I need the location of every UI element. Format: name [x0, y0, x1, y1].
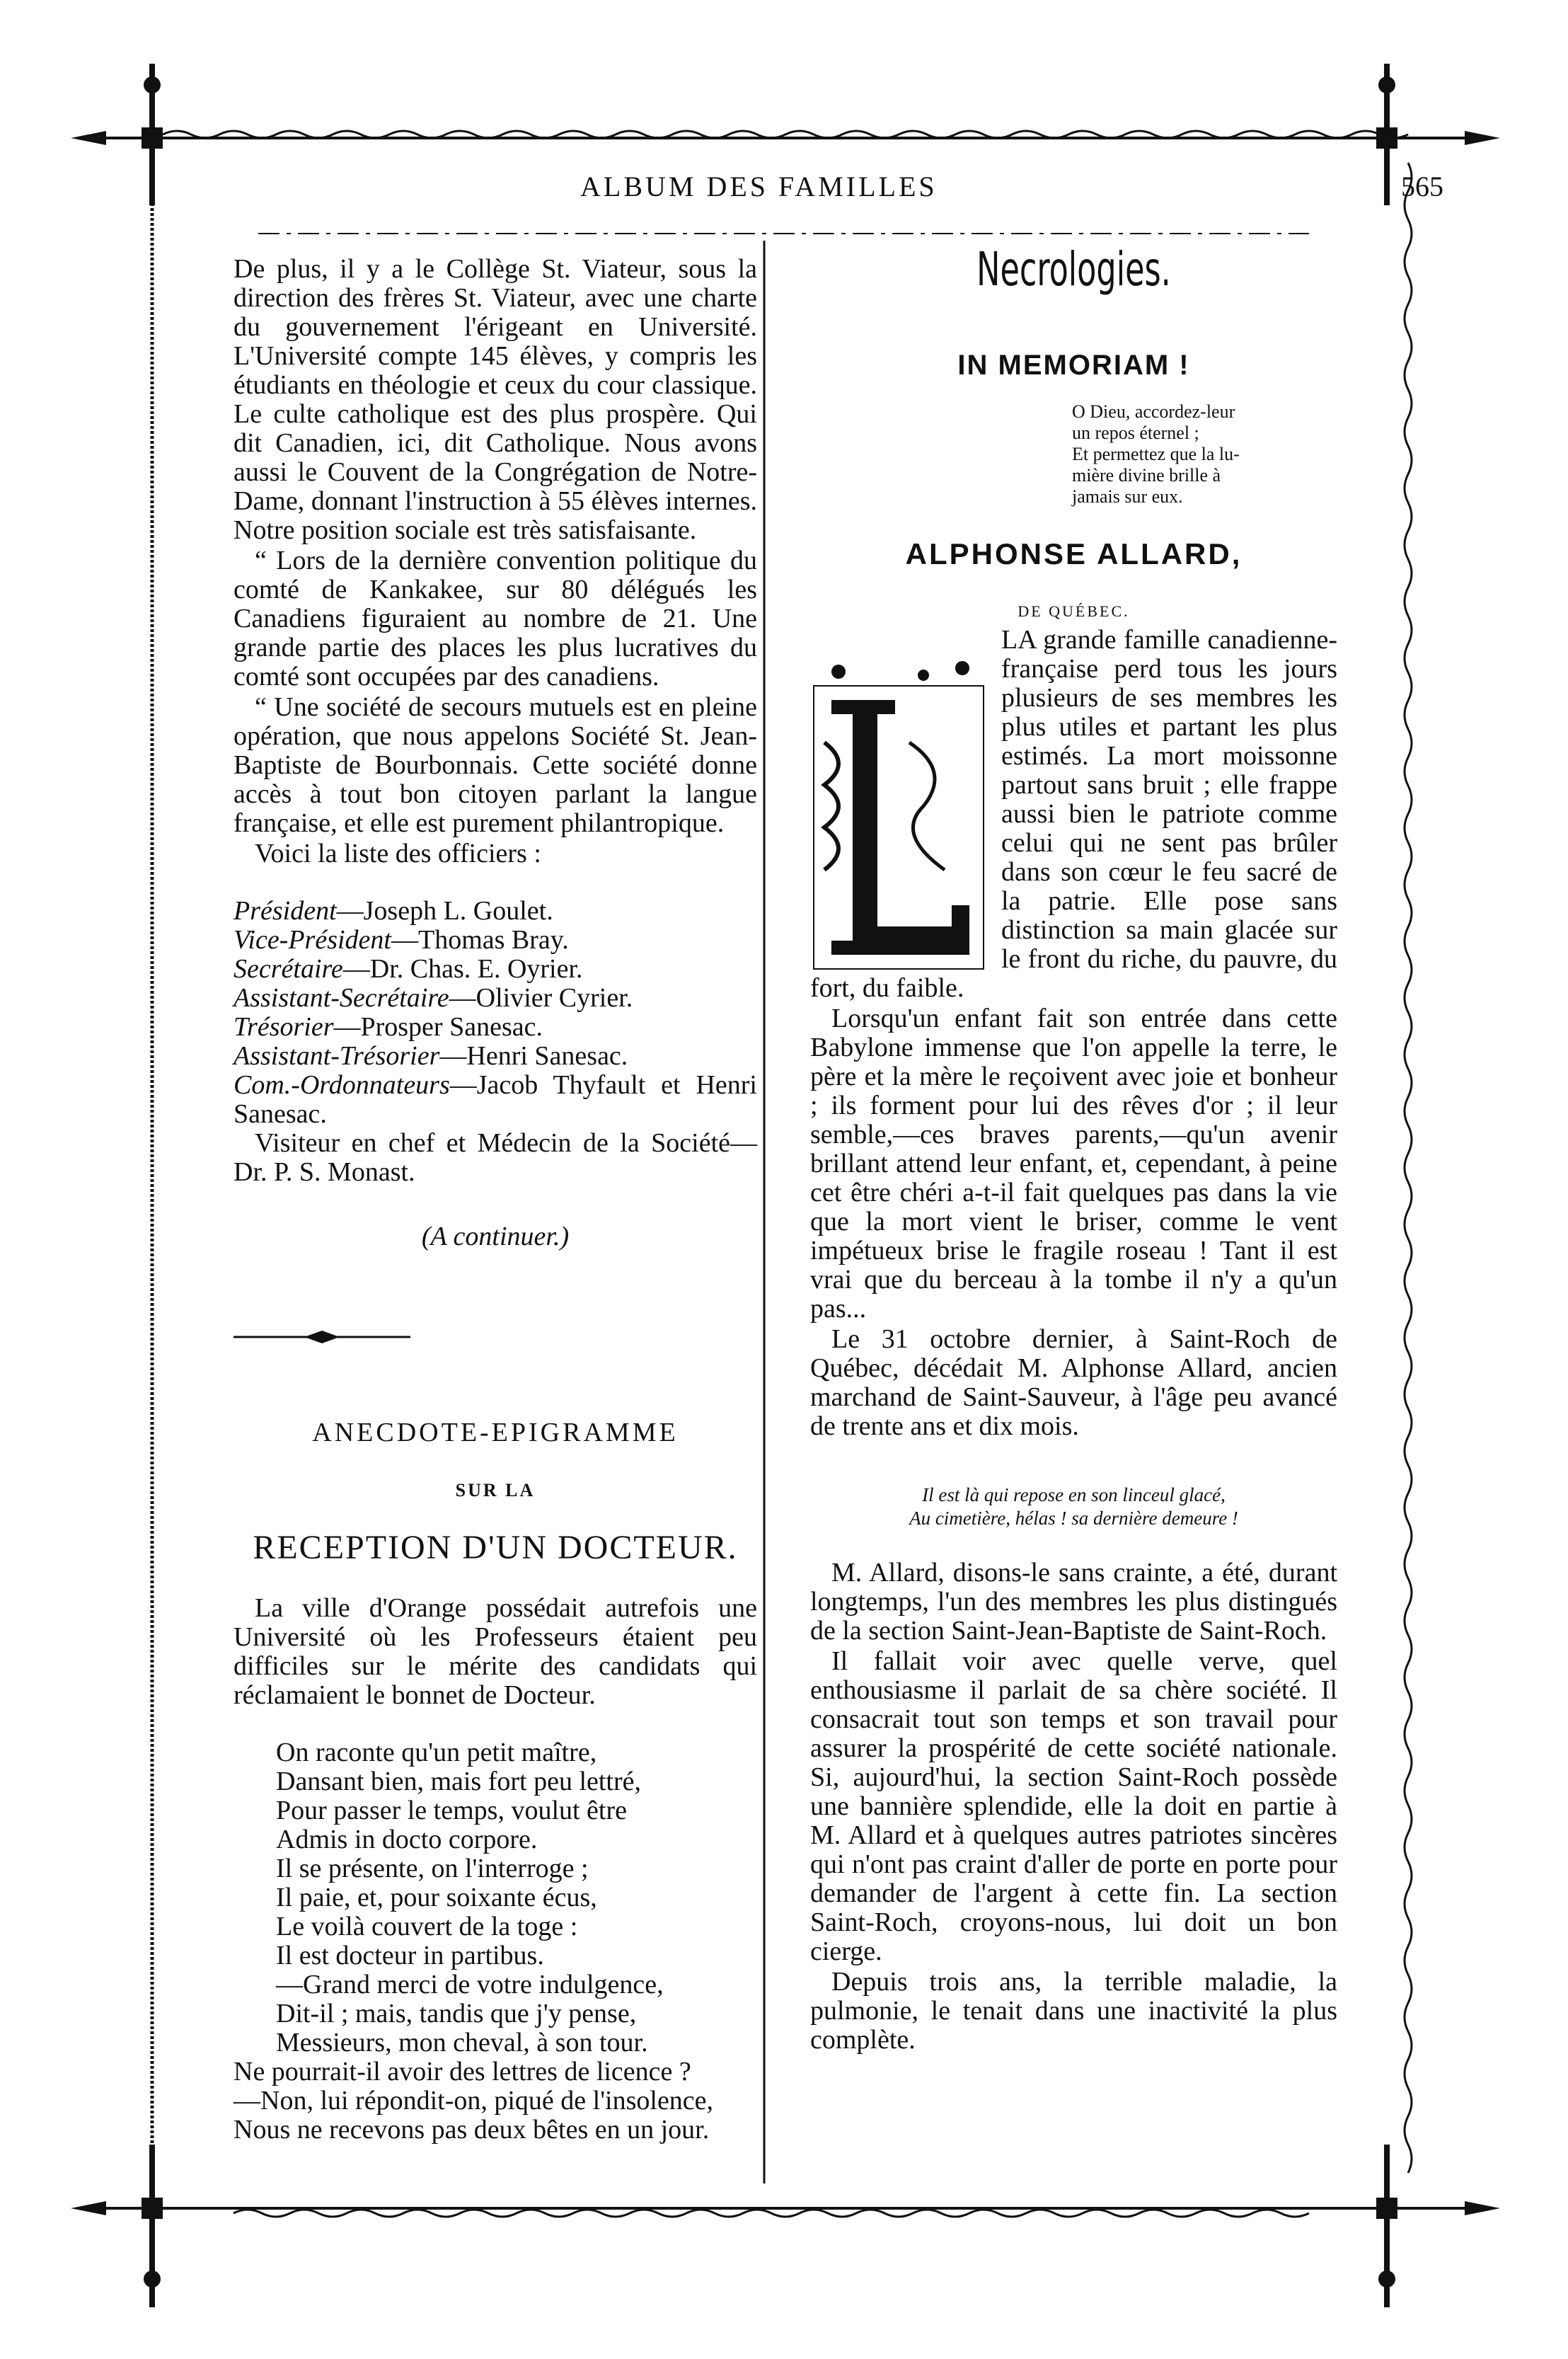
- right-column: [810, 242, 1337, 2056]
- officer-line: Assistant-Secrétaire—Olivier Cyrier.: [234, 983, 633, 1013]
- paragraph: Il fallait voir avec quelle verve, quel enthousiasme il parlait de sa chère société. Il consacrait tout son temps et son travail pour assurer la prospérité de cette société nationale. Si, aujourd'hui, la section Saint-Roch possède une bannière splendide, elle la doit en partie à M. Allard et à quelques autres patriotes sincères qui n'ont pas craint d'aller de porte en porte pour demander de l'argent à cette fin. La section Saint-Roch, croyons-nous, lui doit un bon cierge.: [810, 1646, 1337, 1966]
- page-header: [184, 170, 1443, 212]
- paragraph: LA grande famille canadienne-française perd tous les jours plusieurs de ses membres les plus utiles et partant les plus estimés. La mort moissonne partout sans bruit ; elle frappe aussi bien le patriote comme celui qui ne sent pas brûler dans son cœur le feu sacré de la patrie. Elle pose sans distinction sa main glacée sur le front du riche, du pauvre, du fort, du faible.: [810, 625, 1337, 1003]
- officer-line: Vice-Président—Thomas Bray.: [234, 925, 569, 955]
- verse-line: Messieurs, mon cheval, à son tour.: [276, 2028, 648, 2057]
- verse-line: Il est docteur in partibus.: [276, 1941, 544, 1970]
- reception-heading: RECEPTION D'UN DOCTEUR.: [253, 1529, 738, 1566]
- verse-line: Dansant bien, mais fort peu lettré,: [276, 1767, 642, 1796]
- paragraph: De plus, il y a le Collège St. Viateur, sous la direction des frères St. Viateur, avec une charte du gouvernement l'érigeant en Université. L'Université compte 145 élèves, y compris les étudiants en théologie et ceux du cour classique. Le culte catholique est des plus prospère. Qui dit Canadien, ici, dit Catholique. Nous avons aussi le Couvent de la Congrégation de Notre-Dame, donnant l'instruction à 55 élèves internes. Notre position sociale est très satisfaisante.: [234, 254, 757, 545]
- quote-line: Il est là qui repose en son linceul glacé,: [922, 1484, 1226, 1505]
- epigraph-line: mière divine brille à: [1072, 465, 1221, 486]
- verse-line: —Non, lui répondit-on, piqué de l'insolence,: [234, 2086, 714, 2116]
- officer-line: Secrétaire—Dr. Chas. E. Oyrier.: [234, 954, 583, 984]
- verse-line: Admis in docto corpore.: [276, 1825, 538, 1854]
- anecdote-intro: La ville d'Orange possédait autrefois une Université où les Professeurs étaient peu difficiles sur le mérite des candidats qui réclamaient le bonnet de Docteur.: [234, 1593, 757, 1710]
- epigraph-line: un repos éternel ;: [1072, 423, 1199, 443]
- sur-la-subheading: SUR LA: [455, 1480, 536, 1500]
- epigraph: [1072, 401, 1337, 507]
- paragraph: Lorsqu'un enfant fait son entrée dans cette Babylone immense que l'on appelle la terre, le père et la mère le reçoivent avec joie et bonheur ; ils forment pour lui des rêves d'or ; il leur semble,—ces braves parents,—qu'un avenir brillant attend leur enfant, et, cependant, à peine cet être chéri a-t-il fait quelques pas dans la vie que la mort vient le briser, comme le vent impétueux brise le fragile roseau ! Tant il est vrai que du berceau à la tombe il n'y a qu'un pas...: [810, 1004, 1337, 1324]
- paragraph: Depuis trois ans, la terrible maladie, la pulmonie, le tenait dans une inactivité la plus complète.: [810, 1967, 1337, 2055]
- officer-line: Assistant-Trésorier—Henri Sanesac.: [234, 1041, 628, 1071]
- ornamental-divider: [234, 1329, 410, 1345]
- deceased-origin: DE QUÉBEC.: [1018, 602, 1130, 620]
- verse-line: Le voilà couvert de la toge :: [276, 1912, 578, 1941]
- officer-line: Président—Joseph L. Goulet.: [234, 896, 553, 926]
- verse-line: Pour passer le temps, voulut être: [276, 1796, 628, 1825]
- officer-line: Trésorier—Prosper Sanesac.: [234, 1012, 543, 1042]
- verse-line: Il se présente, on l'interroge ;: [276, 1854, 589, 1883]
- page-number: 565: [1401, 171, 1443, 202]
- anecdote-heading: ANECDOTE-EPIGRAMME: [312, 1418, 679, 1447]
- quote: [810, 1483, 1337, 1530]
- running-title: ALBUM DES FAMILLES: [580, 171, 938, 202]
- epigraph-line: jamais sur eux.: [1072, 486, 1183, 507]
- memoriam-heading: IN MEMORIAM !: [957, 350, 1190, 381]
- epigraph-line: O Dieu, accordez-leur: [1072, 401, 1235, 422]
- verse-line: Ne pourrait-il avoir des lettres de licence ?: [234, 2057, 691, 2087]
- paragraph: “ Une société de secours mutuels est en pleine opération, que nous appelons Société St. Jean-Baptiste de Bourbonnais. Cette société donne accès à tout bon citoyen parlant la langue française, et elle est purement philantropique.: [234, 692, 757, 838]
- left-column: [234, 255, 757, 2145]
- epigraph-line: Et permettez que la lu-: [1072, 444, 1240, 464]
- section-heading: Necrologies.: [976, 242, 1171, 297]
- ornamental-dropcap-l-icon: [810, 658, 987, 972]
- quote-line: Au cimetière, hélas ! sa dernière demeure !: [909, 1508, 1238, 1529]
- paragraph: “ Lors de la dernière convention politique du comté de Kankakee, sur 80 délégués les Canadiens figuraient au nombre de 21. Une grande partie des places les plus lucratives du comté sont occupées par des canadiens.: [234, 546, 757, 691]
- paragraph: M. Allard, disons-le sans crainte, a été, durant longtemps, l'un des membres les plus distingués de la section Saint-Jean-Baptiste de Saint-Roch.: [810, 1558, 1337, 1646]
- officers-list: [234, 897, 757, 1187]
- verse-line: Il paie, et, pour soixante écus,: [276, 1883, 597, 1912]
- verse-line: Dit-il ; mais, tandis que j'y pense,: [276, 1999, 637, 2028]
- officer-line: Com.-Ordonnateurs—Jacob Thyfault et Henri Sanesac.: [234, 1070, 757, 1129]
- paragraph: Le 31 octobre dernier, à Saint-Roch de Québec, décédait M. Alphonse Allard, ancien marchand de Saint-Sauveur, à l'âge peu avancé de trente ans et dix mois.: [810, 1324, 1337, 1441]
- verse-line: —Grand merci de votre indulgence,: [276, 1970, 664, 1999]
- verse-line: Nous ne recevons pas deux bêtes en un jour.: [234, 2115, 710, 2145]
- visiteur-line: Visiteur en chef et Médecin de la Société— Dr. P. S. Monast.: [234, 1128, 757, 1187]
- paragraph: Voici la liste des officiers :: [255, 839, 541, 868]
- verse-line: On raconte qu'un petit maître,: [276, 1738, 597, 1767]
- deceased-name: ALPHONSE ALLARD,: [905, 537, 1243, 570]
- continuation-note: (A continuer.): [421, 1222, 570, 1251]
- verse-block: [234, 1738, 757, 2145]
